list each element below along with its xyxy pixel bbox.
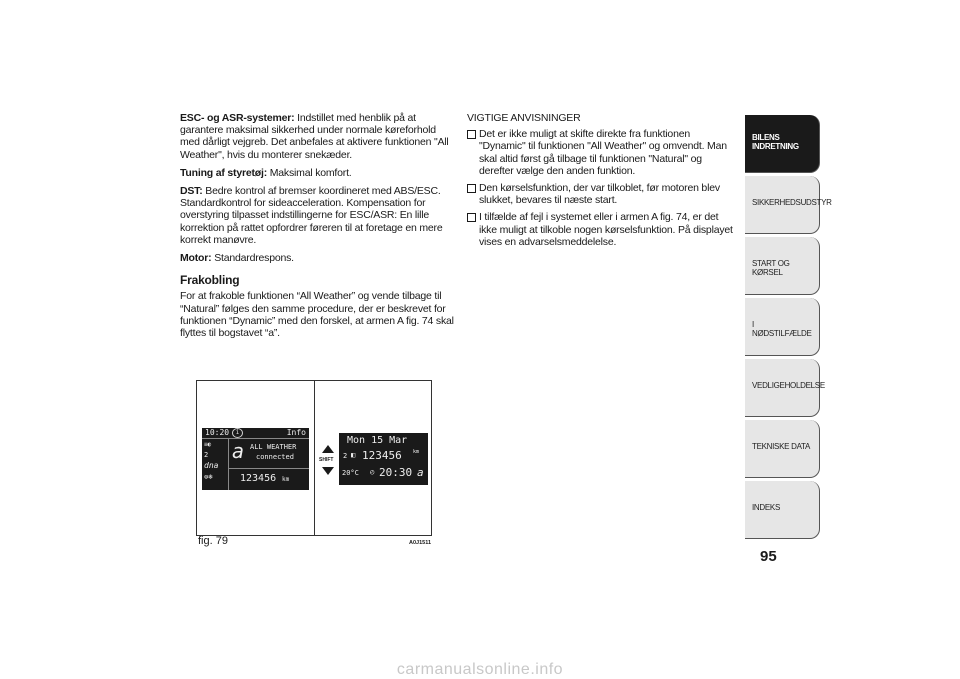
display-gear: 2	[204, 451, 209, 459]
tab-label: INDEKS	[752, 503, 780, 512]
display-date: Mon 15 Mar	[347, 435, 408, 446]
tab-start-og-korsel[interactable]	[745, 237, 820, 295]
right-text-column	[467, 112, 733, 253]
motor-label: Motor:	[180, 252, 212, 265]
esc-text: Indstillet med henblik på at garantere maksimal sikkerhed under normale køreforhold med dårligt vejgreb. Det anbefales at aktivere funktionen "All Weather", hvis du monterer snekæder.	[180, 112, 449, 161]
right-display-screen	[339, 433, 428, 485]
figure-79	[196, 380, 432, 536]
tuning-text: Maksimal komfort.	[269, 166, 352, 179]
display-odometer-right: 123456	[362, 449, 402, 462]
display-odometer: 123456	[240, 473, 277, 484]
display-side-icons	[202, 439, 229, 490]
figure-divider	[314, 381, 315, 535]
dst-label: DST:	[180, 185, 203, 198]
display-unit-right: km	[413, 449, 420, 455]
tab-label: I NØDSTILFÆLDE	[752, 320, 812, 338]
figure-code: A0J1511	[409, 540, 432, 546]
lights-icon: ≡◐	[204, 441, 212, 448]
display-gear-right: 2	[343, 452, 348, 460]
tab-label: TEKNISKE DATA	[752, 442, 811, 451]
display-mode-letter-right: a	[417, 466, 424, 479]
seat-heater-icon: ⊜❄	[204, 473, 213, 481]
display-top-bar	[202, 428, 309, 439]
figure-caption: fig. 79	[198, 535, 228, 547]
esc-label: ESC- og ASR-systemer:	[180, 112, 295, 124]
tab-label: BILENS INDRETNING	[752, 133, 799, 151]
tab-i-nodstilfaelde[interactable]	[745, 298, 820, 356]
info-circle-icon: i	[232, 428, 243, 438]
tab-sikkerhedsudstyr[interactable]	[745, 176, 832, 234]
shift-label: SHIFT	[319, 457, 334, 463]
display-time: 10:20	[205, 428, 230, 437]
display-separator	[228, 468, 309, 469]
tab-indeks[interactable]	[745, 481, 820, 539]
shift-down-arrow-icon	[322, 467, 334, 475]
list-item	[467, 182, 733, 206]
tab-bilens-indretning[interactable]	[745, 115, 820, 173]
motor-paragraph	[180, 252, 458, 264]
display-mode-line1: ALL WEATHER	[250, 443, 297, 451]
tuning-paragraph	[180, 167, 458, 179]
list-item	[467, 211, 733, 248]
list-item	[467, 128, 733, 177]
left-text-column	[180, 112, 458, 345]
checkbox-bullet-icon	[467, 213, 476, 222]
page-number: 95	[760, 548, 777, 565]
tab-vedligeholdelse[interactable]	[745, 359, 825, 417]
display-dna: dna	[204, 461, 219, 470]
display-info-label: Info	[286, 428, 306, 437]
chapter-tabs	[745, 115, 832, 542]
fuel-icon: ◧	[351, 451, 356, 459]
left-display-screen	[202, 428, 309, 490]
list-item-text: Den kørselsfunktion, der var tilkoblet, før motoren blev slukket, bevares til næste start.	[479, 182, 720, 207]
tab-label: SIKKERHEDSUDSTYR	[752, 198, 832, 207]
clock-icon: ◴	[370, 468, 375, 476]
display-clock: 20:30	[379, 466, 413, 479]
motor-text: Standardrespons.	[214, 252, 294, 265]
checkbox-bullet-icon	[467, 130, 476, 139]
checkbox-bullet-icon	[467, 184, 476, 193]
tab-label: VEDLIGEHOLDELSE	[752, 381, 825, 390]
tuning-label: Tuning af styretøj:	[180, 166, 268, 179]
display-mode-letter: a	[232, 439, 245, 463]
frakobling-heading: Frakobling	[180, 273, 240, 288]
esc-paragraph	[180, 112, 458, 161]
notes-list	[467, 128, 733, 248]
tab-label: START OG KØRSEL	[752, 259, 790, 277]
display-mode-line2: connected	[256, 453, 294, 461]
tab-tekniske-data[interactable]	[745, 420, 820, 478]
list-item-text: I tilfælde af fejl i systemet eller i armen A fig. 74, er det ikke muligt at tilkoble nogen kørselsfunktion. På displayet vises en advarselsmeddelelse.	[479, 211, 733, 248]
list-item-text: Det er ikke muligt at skifte direkte fra funktionen "Dynamic" til funktionen "All Weather" og omvendt. Man skal altid først gå tilbage til funktionen "Natural" og derefter vælge den anden funktion.	[479, 128, 727, 177]
frakobling-text: For at frakoble funktionen “All Weather” og vende tilbage til “Natural” følges den samme procedure, der er beskrevet for funktionen “Dynamic” med den forskel, at armen A fig. 74 skal flyttes til bogstavet “a”.	[180, 290, 454, 340]
shift-up-arrow-icon	[322, 445, 334, 453]
dst-paragraph	[180, 185, 458, 246]
watermark[interactable]: carmanualsonline.info	[396, 661, 564, 678]
important-notes-heading: VIGTIGE ANVISNINGER	[467, 112, 581, 124]
display-odometer-unit: km	[282, 476, 290, 483]
display-temp: 20°C	[342, 469, 359, 477]
dst-text: Bedre kontrol af bremser koordineret med ABS/ESC. Standardkontrol for sideacceleration. Kompensation for overstyring tilpasset indstillingerne for ESC/ASR: En lille korrektion på rattet opfordrer føreren til at foretage en mere korrekt manøvre.	[180, 185, 443, 246]
